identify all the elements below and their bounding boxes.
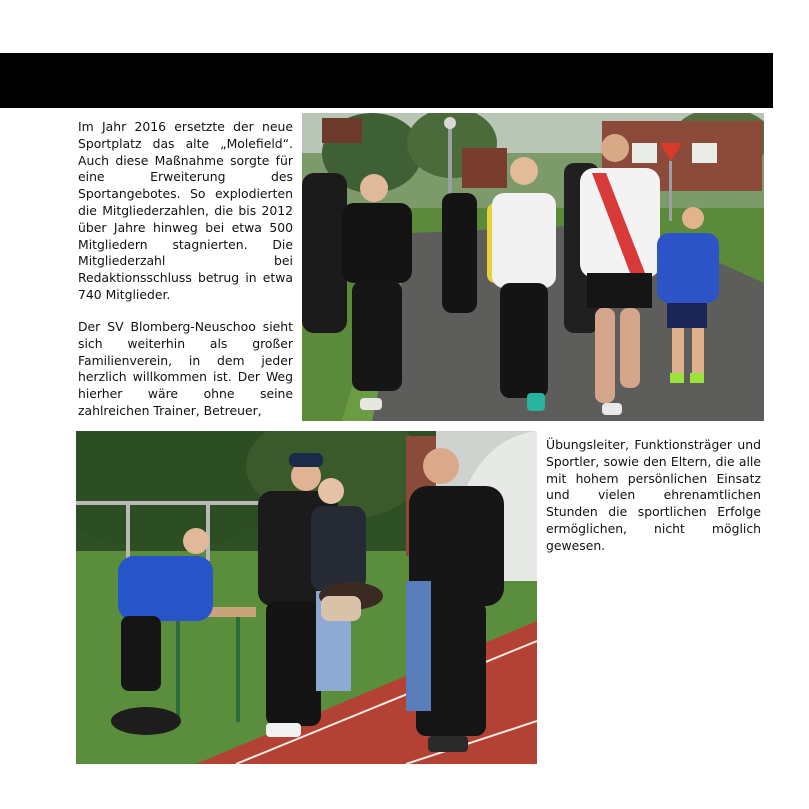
photo-runners bbox=[302, 113, 764, 421]
article-paragraph-2: Der SV Blomberg-Neuschoo sieht sich weiterhin als großer Familienverein, in dem jeder herzlich willkommen ist. Der Weg hierher wäre ohne seine zahlreichen Trainer, Betreuer, bbox=[78, 319, 293, 418]
header-bar bbox=[0, 53, 773, 108]
article-paragraph-1: Im Jahr 2016 ersetzte der neue Sportplatz das alte „Molefield“. Auch diese Maßnahme sorgte für eine Erweiterung des Sportangebotes. So explodierten die Mitgliederzahlen, die bis 2012 über Jahre hinweg bei etwa 500 Mitgliedern stagnierten. Die Mitgliederzahl bei Redaktionsschluss betrug in etwa 740 Mitglieder. bbox=[78, 119, 293, 302]
article-paragraph-3: Übungsleiter, Funktionsträger und Sportler, sowie den Eltern, die alle mit hohem persönlichen Einsatz und vielen ehrenamtlichen Stunden die sportlichen Erfolge ermöglichen, nicht möglich gewesen. bbox=[546, 437, 761, 553]
photo-sports-field bbox=[76, 431, 537, 764]
